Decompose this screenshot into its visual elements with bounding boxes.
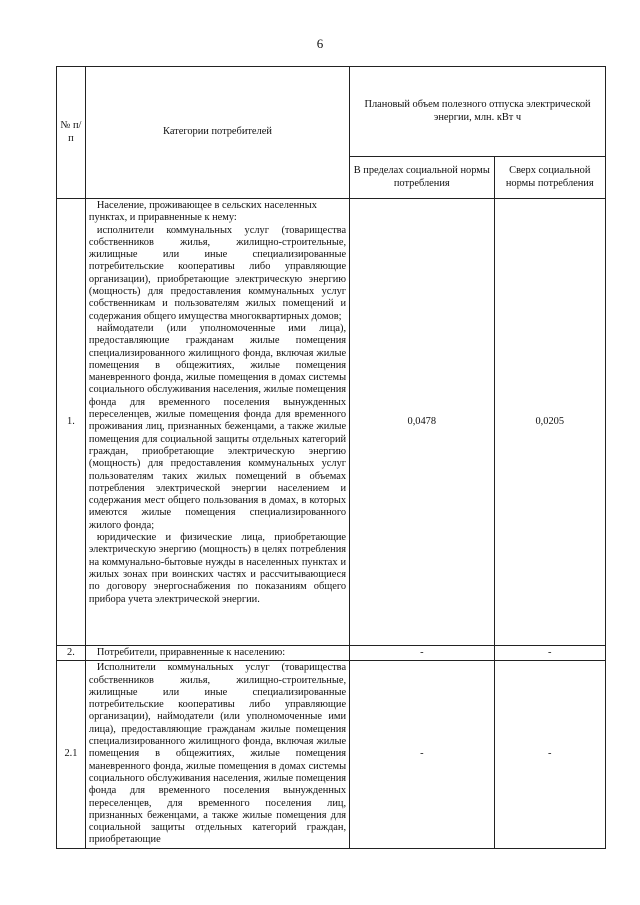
category-paragraph: Потребители, приравненные к населению: (96, 647, 286, 658)
above-norm-value: 0,0205 (494, 199, 605, 646)
category-paragraph: юридические и физические лица, приобретающие электрическую энергию (мощность) в целях потребления на коммунально-бытовые нужды в населенных пунктах и жилых зонах при воинских частях и рассчитывающиеся по договору энергоснабжения по показаниям общего прибора учета электрической энергии. (88, 532, 347, 605)
above-norm-value: - (494, 661, 605, 848)
row-number: 1. (57, 199, 86, 646)
header-num: № п/п (57, 67, 86, 199)
header-within-norm: В пределах социальной нормы потребления (350, 157, 494, 199)
table-row (57, 646, 606, 661)
row-number: 2. (57, 646, 86, 661)
header-category: Категории потребителей (85, 67, 349, 199)
above-norm-value: - (494, 646, 605, 661)
category-paragraph: Население, проживающее в сельских населенных пунктах, и приравненные к нему: (88, 200, 317, 224)
table-row (57, 661, 606, 848)
category-cell (85, 199, 349, 646)
within-norm-value: - (350, 646, 494, 661)
category-cell (85, 646, 349, 661)
row-number: 2.1 (57, 661, 86, 848)
category-paragraph: наймодатели (или уполномоченные ими лица), предоставляющие гражданам жилые помещения специализированного жилищного фонда, включая жилые помещения в общежитиях, жилые помещения маневренного фонда, жилые помещения в домах системы социального обслуживания населения, жилые помещения фонда для временного поселения вынужденных переселенцев, жилые помещения фонда для временного проживания лиц, признанных беженцами, а также жилые помещения для социальной защиты отдельных категорий граждан, приобретающие электрическую энергию (мощность) для предоставления коммунальных услуг пользователям таких жилых помещений в объемах потребления электрической энергии населением и содержания мест общего пользования в домах, в которых имеются жилые помещения специализированного жилого фонда; (88, 322, 347, 531)
header-volume-group: Плановый объем полезного отпуска электрической энергии, млн. кВт ч (350, 67, 606, 157)
category-paragraph: Исполнители коммунальных услуг (товарищества собственников жилья, жилищно-строительные, жилищные или иные специализированные потребительские кооперативы либо управляющие организации), наймодатели (или уполномоченные ими лица), предоставляющие гражданам жилые помещения специализированного жилищного фонда, включая жилые помещения в общежитиях, жилые помещения маневренного фонда, жилые помещения в домах системы социального обслуживания населения, жилые помещения фонда для временного поселения вынужденных переселенцев, для временного поселения лиц, признанных беженцами, а также жилые помещения для социальной защиты отдельных категорий граждан, приобретающие (88, 662, 347, 846)
within-norm-value: - (350, 661, 494, 848)
within-norm-value: 0,0478 (350, 199, 494, 646)
consumption-table (56, 66, 606, 849)
table-row (57, 199, 606, 646)
category-paragraph: исполнители коммунальных услуг (товарищества собственников жилья, жилищно-строительные, жилищные или иные специализированные потребительские кооперативы либо управляющие организации), приобретающие электрическую энергию (мощность) для предоставления коммунальных услуг собственникам и пользователям жилых помещений и содержания общего имущества многоквартирных домов; (88, 224, 347, 322)
table-header-row (57, 67, 606, 157)
category-cell (85, 661, 349, 848)
header-above-norm: Сверх социальной нормы потребления (494, 157, 605, 199)
page-number: 6 (316, 36, 324, 51)
